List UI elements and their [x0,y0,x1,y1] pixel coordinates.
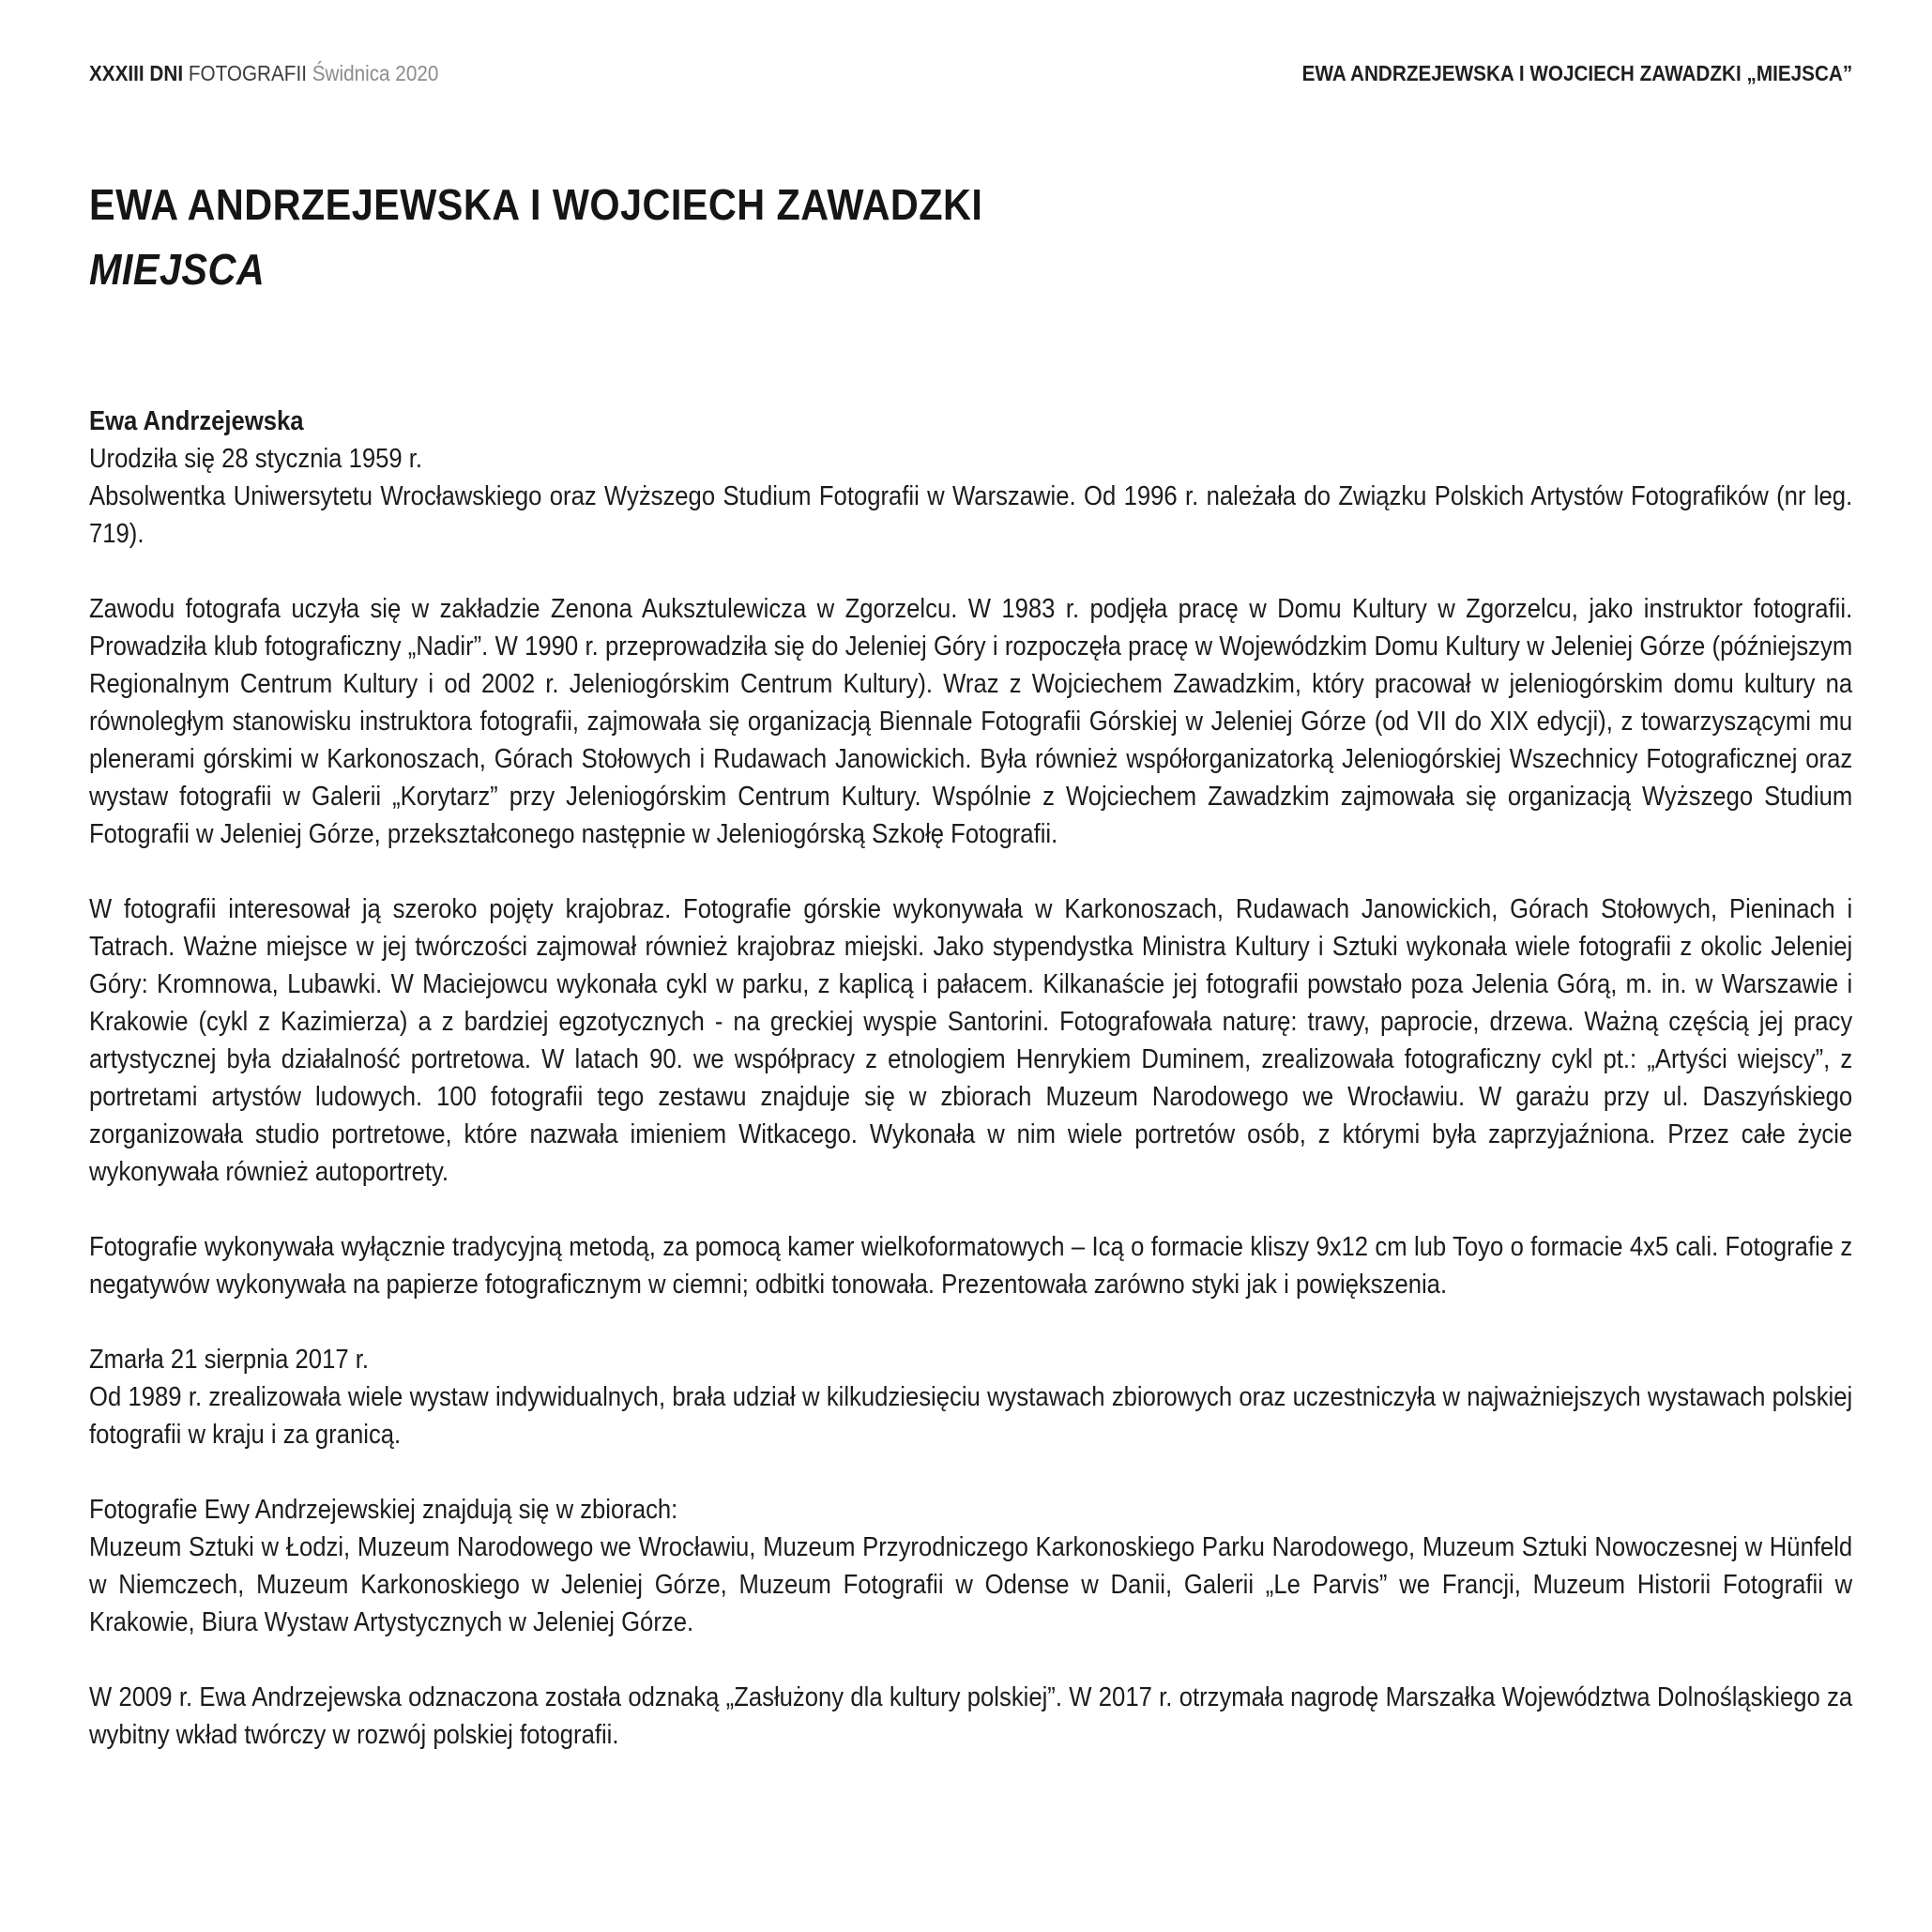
festival-edition: Świdnica 2020 [312,61,439,85]
festival-name: XXXIII DNI [89,61,184,85]
page-title: EWA ANDRZEJEWSKA I WOJCIECH ZAWADZKI [89,180,983,229]
career-paragraph: Zawodu fotografa uczyła się w zakładzie Zenona Auksztulewicza w Zgorzelcu. W 1983 r. podjęła pracę w Domu Kultury w Zgorzelcu, jako instruktor fotografii. Prowadziła klub fotograficzny „Nadir”. W 1990 r. przeprowadziła się do Jeleniej Góry i rozpoczęła pracę w Wojewódzkim Domu Kultury w Jeleniej Górze (późniejszym Regionalnym Centrum Kultury i od 2002 r. Jeleniogórskim Centrum Kultury). Wraz z Wojciechem Zawadzkim, który pracował w jeleniogórskim domu kultury na równoległym stanowisku instruktora fotografii, zajmowała się organizacją Biennale Fotografii Górskiej w Jeleniej Górze (od VII do XIX edycji), z towarzyszącymi mu plenerami górskimi w Karkonoszach, Górach Stołowych i Rudawach Janowickich. Była również współorganizatorką Jeleniogórskiej Wszechnicy Fotograficznej oraz wystaw fotografii w Galerii „Korytarz” przy Jeleniogórskim Centrum Kultury. Wspólnie z Wojciechem Zawadzkim zajmowała się organizacją Wyższego Studium Fotografii w Jeleniej Górze, przekształconego następnie w Jeleniogórską Szkołę Fotografii. [89,594,1853,849]
running-header-right: EWA ANDRZEJEWSKA I WOJCIECH ZAWADZKI „MIEJSCA” [1301,61,1853,85]
running-header [89,60,1852,86]
birth-line: Urodziła się 28 stycznia 1959 r. [89,444,423,474]
collections-intro-line: Fotografie Ewy Andrzejewskiej znajdują się w zbiorach: [89,1495,678,1525]
title-block [89,181,1852,293]
page-subtitle: MIEJSCA [89,245,266,294]
exhibitions-line: Od 1989 r. zrealizowała wiele wystaw indywidualnych, brała udział w kilkudziesięciu wystawach zbiorowych oraz uczestniczyła w najważniejszych wystawach polskiej fotografii w kraju i za granicą. [89,1382,1853,1450]
collections-paragraph [89,1491,1852,1641]
festival-name-secondary: FOTOGRAFII [188,61,307,85]
biography-text [89,403,1852,1754]
death-paragraph [89,1341,1852,1453]
running-header-left [89,60,438,86]
collections-list: Muzeum Sztuki w Łodzi, Muzeum Narodowego we Wrocławiu, Muzeum Przyrodniczego Karkonoskiego Parku Narodowego, Muzeum Sztuki Nowoczesnej w Hünfeld w Niemczech, Muzeum Karkonoskiego w Jeleniej Górze, Muzeum Fotografii w Odense w Danii, Galerii „Le Parvis” we Francji, Muzeum Historii Fotografii w Krakowie, Biura Wystaw Artystycznych w Jeleniej Górze. [89,1532,1853,1637]
technique-paragraph: Fotografie wykonywała wyłącznie tradycyjną metodą, za pomocą kamer wielkoformatowych – Icą o formacie kliszy 9x12 cm lub Toyo o formacie 4x5 cali. Fotografie z negatywów wykonywała na papierze fotograficznym w ciemni; odbitki tonowała. Prezentowała zarówno styki jak i powiększenia. [89,1232,1853,1300]
awards-paragraph: W 2009 r. Ewa Andrzejewska odznaczona została odznaką „Zasłużony dla kultury polskiej”. W 2017 r. otrzymała nagrodę Marszałka Województwa Dolnośląskiego za wybitny wkład twórczy w rozwój polskiej fotografii. [89,1682,1853,1750]
landscape-paragraph: W fotografii interesował ją szeroko pojęty krajobraz. Fotografie górskie wykonywała w Karkonoszach, Rudawach Janowickich, Górach Stołowych, Pieninach i Tatrach. Ważne miejsce w jej twórczości zajmował również krajobraz miejski. Jako stypendystka Ministra Kultury i Sztuki wykonała wiele fotografii z okolic Jeleniej Góry: Kromnowa, Lubawki. W Maciejowcu wykonała cykl w parku, z kaplicą i pałacem. Kilkanaście jej fotografii powstało poza Jelenia Górą, m. in. w Warszawie i Krakowie (cykl z Kazimierza) a z bardziej egzotycznych - na greckiej wyspie Santorini. Fotografowała naturę: trawy, paprocie, drzewa. Ważną częścią jej pracy artystycznej była działalność portretowa. W latach 90. we współpracy z etnologiem Henrykiem Duminem, zrealizowała fotograficzny cykl pt.: „Artyści wiejscy”, z portretami artystów ludowych. 100 fotografii tego zestawu znajduje się w zbiorach Muzeum Narodowego we Wrocławiu. W garażu przy ul. Daszyńskiego zorganizowała studio portretowe, które nazwała imieniem Witkacego. Wykonała w nim wiele portretów osób, z którymi była zaprzyjaźniona. Przez całe życie wykonywała również autoportrety. [89,894,1853,1187]
artist-name: Ewa Andrzejewska [89,406,304,436]
death-line: Zmarła 21 sierpnia 2017 r. [89,1345,369,1375]
intro-paragraph [89,403,1852,553]
education-line: Absolwentka Uniwersytetu Wrocławskiego oraz Wyższego Studium Fotografii w Warszawie. Od 1996 r. należała do Związku Polskich Artystów Fotografików (nr leg. 719). [89,481,1853,549]
